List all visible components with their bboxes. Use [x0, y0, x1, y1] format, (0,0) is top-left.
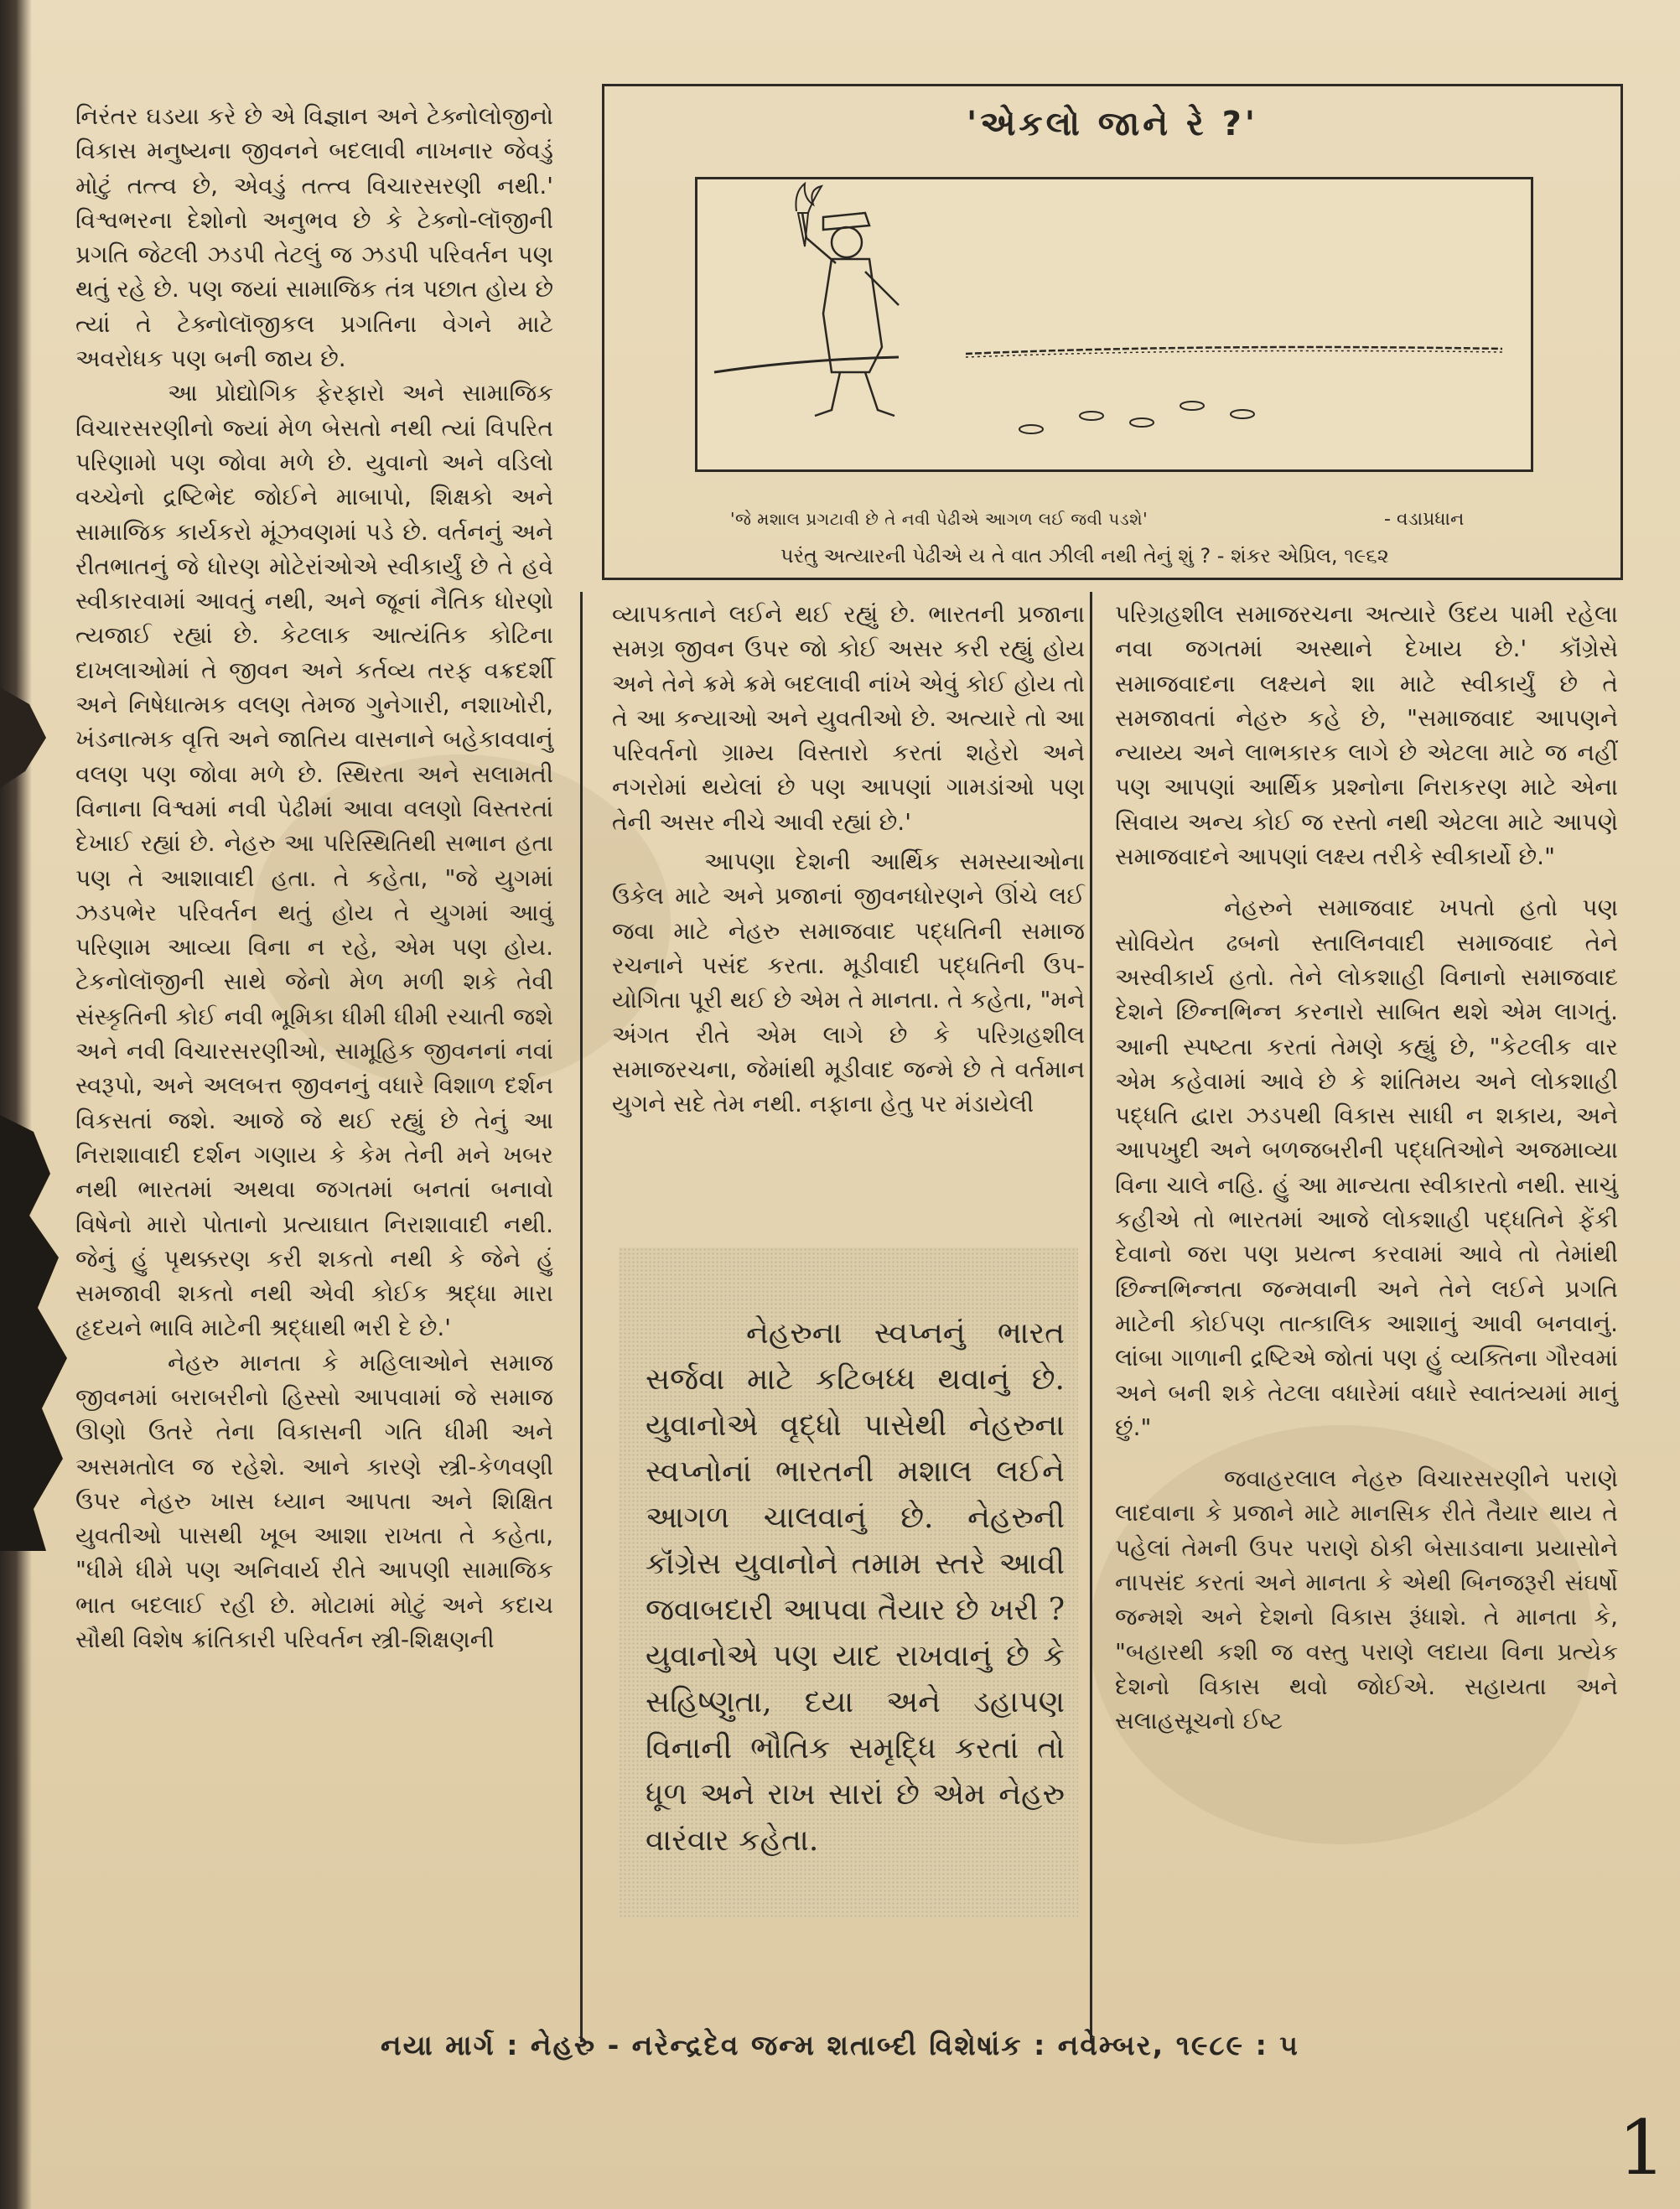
page-number: 1: [1618, 2104, 1667, 2192]
middle-column: [612, 597, 1085, 1121]
column-rule-left: [580, 592, 583, 2042]
left-paragraph-2: આ પ્રોદ્યોગિક ફેરફારો અને સામાજિક વિચારસરણીનો જ્યાં મેળ બેસતો નથી ત્યાં વિપરિત પરિણામો પણ જોવા મળે છે. યુવાનો અને વડિલો વચ્ચેનો દ્રષ્ટિભેદ જોઈને માબાપો, શિક્ષકો અને સામાજિક કાર્યકરો મૂંઝવણમાં પડે છે. વર્તનનું અને રીતભાતનું જે ધોરણ મોટેરાંઓએ સ્વીકાર્યું છે તે હવે સ્વીકારવામાં આવતું નથી, અને જૂનાં નૈતિક ધોરણો ત્યજાઈ રહ્યાં છે. કેટલાક આત્યંતિક કોટિના દાખલાઓમાં તે જીવન અને કર્તવ્ય તરફ વક્રદર્શી અને નિષેધાત્મક વલણ તેમજ ગુનેગારી, નશાખોરી, ખંડનાત્મક વૃત્તિ અને જાતિય વાસનાને બહેકાવવાનું વલણ પણ જોવા મળે છે. સ્થિરતા અને સલામતી વિનાના વિશ્વમાં નવી પેઢીમાં આવા વલણો વિસ્તરતાં દેખાઈ રહ્યાં છે. નેહરુ આ પરિસ્થિતિથી સભાન હતા પણ તે આશાવાદી હતા. તે કહેતા, "જે યુગમાં ઝડપભેર પરિવર્તન થતું હોય તે યુગમાં આવું પરિણામ આવ્યા વિના ન રહે, એમ પણ હોય. ટેકનોલૉજીની સાથે જેનો મેળ મળી શકે તેવી સંસ્કૃતિની કોઈ નવી ભૂમિકા ધીમી ધીમી રચાતી જશે અને નવી વિચારસરણીઓ, સામૂહિક જીવનનાં નવાં સ્વરૂપો, અને અલબત્ત જીવનનું વધારે વિશાળ દર્શન વિકસતાં જશે. આજે જે થઈ રહ્યું છે તેનું આ નિરાશાવાદી દર્શન ગણાય કે કેમ તેની મને ખબર નથી ભારતમાં અથવા જગતમાં બનતાં બનાવો વિષેનો મારો પોતાનો પ્રત્યાઘાત નિરાશાવાદી નથી. જેનું હું પૃથક્કરણ કરી શકતો નથી કે જેને હું સમજાવી શકતો નથી એવી કોઈક શ્રદ્ધા મારા હૃદયને ભાવિ માટેની શ્રદ્ધાથી ભરી દે છે.': [75, 379, 553, 1342]
cartoon-frame: [695, 177, 1533, 472]
pull-quote-box: [619, 1247, 1078, 1918]
middle-paragraph-1: વ્યાપકતાને લઈને થઈ રહ્યું છે. ભારતની પ્રજાના સમગ્ર જીવન ઉપર જો કોઈ અસર કરી રહ્યું હોય અને તેને ક્રમે ક્રમે બદલાવી નાંખે એવું કોઈ હોય તો તે આ કન્યાઓ અને યુવતીઓ છે. અત્યારે તો આ પરિવર્તનો ગ્રામ્ય વિસ્તારો કરતાં શહેરો અને નગરોમાં થયેલાં છે પણ આપણાં ગામડાંઓ પણ તેની અસર નીચે આવી રહ્યાં છે.': [612, 600, 1085, 836]
cartoon-drawing: [697, 179, 1531, 469]
right-paragraph-2: નેહરુને સમાજવાદ ખપતો હતો પણ સોવિયેત ઢબનો સ્તાલિનવાદી સમાજવાદ તેને અસ્વીકાર્ય હતો. તેને લોકશાહી વિનાનો સમાજવાદ દેશને છિન્નભિન્ન કરનારો સાબિત થશે એમ લાગતું. આની સ્પષ્ટતા કરતાં તેમણે કહ્યું છે, "કેટલીક વાર એમ કહેવામાં આવે છે કે શાંતિમય અને લોકશાહી પદ્ધતિ દ્વારા ઝડપથી વિકાસ સાધી ન શકાય, અને આપખુદી અને બળજબરીની પદ્ધતિઓને અજમાવ્યા વિના ચાલે નહિ. હું આ માન્યતા સ્વીકારતો નથી. સાચું કહીએ તો ભારતમાં આજે લોકશાહી પદ્ધતિને ફેંકી દેવાનો જરા પણ પ્રયત્ન કરવામાં આવે તો તેમાંથી છિન્નભિન્નતા જન્મવાની અને તેને લઈને પ્રગતિ માટેની કોઈપણ તાત્કાલિક આશાનું આવી બનવાનું. લાંબા ગાળાની દ્રષ્ટિએ જોતાં પણ હું વ્યક્તિના ગૌરવમાં અને બની શકે તેટલા વધારેમાં વધારે સ્વાતંત્ર્યમાં માનું છું.": [1115, 894, 1618, 1441]
left-column: [75, 99, 553, 1657]
cartoon-caption-response: પરંતુ અત્યારની પેઢીએ ય તે વાત ઝીલી નથી તેનું શું ? - શંકર એપ્રિલ, ૧૯૬૨: [780, 544, 1389, 568]
cartoon-caption-attribution: - વડાપ્રધાન: [1384, 509, 1465, 530]
right-paragraph-1: પરિગ્રહશીલ સમાજરચના અત્યારે ઉદય પામી રહેલા નવા જગતમાં અસ્થાને દેખાય છે.' કૉંગ્રેસે સમાજવાદના લક્ષ્યને શા માટે સ્વીકાર્યું છે તે સમજાવતાં નેહરુ કહે છે, "સમાજવાદ આપણને ન્યાય્ય અને લાભકારક લાગે છે એટલા માટે જ નહીં પણ આપણાં આર્થિક પ્રશ્નોના નિરાકરણ માટે એના સિવાય અન્ય કોઈ જ રસ્તો નથી એટલા માટે આપણે સમાજવાદને આપણાં લક્ષ્ય તરીકે સ્વીકાર્યો છે.": [1115, 600, 1618, 871]
right-paragraph-3: જવાહરલાલ નેહરુ વિચારસરણીને પરાણે લાદવાના કે પ્રજાને માટે માનસિક રીતે તૈયાર થાય તે પહેલાં તેમની ઉપર પરાણે ઠોકી બેસાડવાના પ્રયાસોને નાપસંદ કરતાં અને માનતા કે એથી બિનજરૂરી સંઘર્ષો જન્મશે અને દેશનો વિકાસ રૂંધાશે. તે માનતા કે, "બહારથી કશી જ વસ્તુ પરાણે લદાયા વિના પ્રત્યેક દેશનો વિકાસ થવો જોઈએ. સહાયતા અને સલાહસૂચનો ઈષ્ટ: [1115, 1465, 1618, 1735]
cartoon-panel: [602, 84, 1623, 580]
pull-quote-body: નેહરુના સ્વપ્નનું ભારત સર્જવા માટે કટિબધ્ધ થવાનું છે. યુવાનોએ વૃદ્ધો પાસેથી નેહરુના સ્વપ્નોનાં ભારતની મશાલ લઈને આગળ ચાલવાનું છે. નેહરુની કૉંગ્રેસ યુવાનોને તમામ સ્તરે આવી જવાબદારી આપવા તૈયાર છે ખરી ? યુવાનોએ પણ યાદ રાખવાનું છે કે સહિષ્ણુતા, દયા અને ડહાપણ વિનાની ભૌતિક સમૃદ્ધિ કરતાં તો ધૂળ અને રાખ સારાં છે એમ નેહરુ વારંવાર કહેતા.: [646, 1316, 1065, 1858]
left-paragraph-1: નિરંતર ઘડયા કરે છે એ વિજ્ઞાન અને ટેક્નોલોજીનો વિકાસ મનુષ્યના જીવનને બદલાવી નાખનાર જેવડું મોટું તત્ત્વ છે, એવડું તત્ત્વ વિચારસરણી નથી.' વિશ્વભરના દેશોનો અનુભવ છે કે ટેક્નો-લૉજીની પ્રગતિ જેટલી ઝડપી તેટલું જ ઝડપી પરિવર્તન પણ થતું રહે છે. પણ જયાં સામાજિક તંત્ર પછાત હોય છે ત્યાં તે ટેક્નોલૉજીકલ પ્રગતિના વેગને માટે અવરોધક પણ બની જાય છે.: [75, 102, 553, 373]
cartoon-title: 'એકલો જાને રે ?': [966, 105, 1259, 143]
left-paragraph-3: નેહરુ માનતા કે મહિલાઓને સમાજ જીવનમાં બરાબરીનો હિસ્સો આપવામાં જે સમાજ ઊણો ઉતરે તેના વિકાસની ગતિ ધીમી અને અસમતોલ જ રહેશે. આને કારણે સ્ત્રી-કેળવણી ઉપર નેહરુ ખાસ ધ્યાન આપતા અને શિક્ષિત યુવતીઓ પાસથી ખૂબ આશા રાખતા તે કહેતા, "ધીમે ધીમે પણ અનિવાર્ય રીતે આપણી સામાજિક ભાત બદલાઈ રહી છે. મોટામાં મોટું અને કદાચ સૌથી વિશેષ ક્રાંતિકારી પરિવર્તન સ્ત્રી-શિક્ષણની: [75, 1348, 553, 1654]
middle-paragraph-2: આપણા દેશની આર્થિક સમસ્યાઓના ઉકેલ માટે અને પ્રજાનાં જીવનધોરણને ઊંચે લઈ જવા માટે નેહરુ સમાજવાદ પદ્ધતિની સમાજ રચનાને પસંદ કરતા. મૂડીવાદી પદ્ધતિની ઉપ-યોગિતા પૂરી થઈ છે એમ તે માનતા. તે કહેતા, "મને અંગત રીતે એમ લાગે છે કે પરિગ્રહશીલ સમાજરચના, જેમાંથી મૂડીવાદ જન્મે છે તે વર્તમાન યુગને સદે તેમ નથી. નફાના હેતુ પર મંડાયેલી: [612, 848, 1085, 1118]
page-footer: નયા માર્ગ : નેહરુ - નરેન્દ્રદેવ જન્મ શતાબ્દી વિશેષાંક : નવેમ્બર, ૧૯૮૯ : ૫: [381, 2029, 1299, 2061]
right-column: [1115, 597, 1618, 1739]
scan-edge-shadow: [0, 0, 32, 2209]
pull-quote-text: [646, 1310, 1065, 1864]
column-rule-right: [1090, 592, 1092, 2042]
torn-edge: [0, 1115, 84, 1551]
cartoon-caption-quote: 'જે મશાલ પ્રગટાવી છે તે નવી પેઢીએ આગળ લઈ જવી પડશે': [730, 509, 1149, 529]
torn-edge-small: [0, 687, 59, 788]
